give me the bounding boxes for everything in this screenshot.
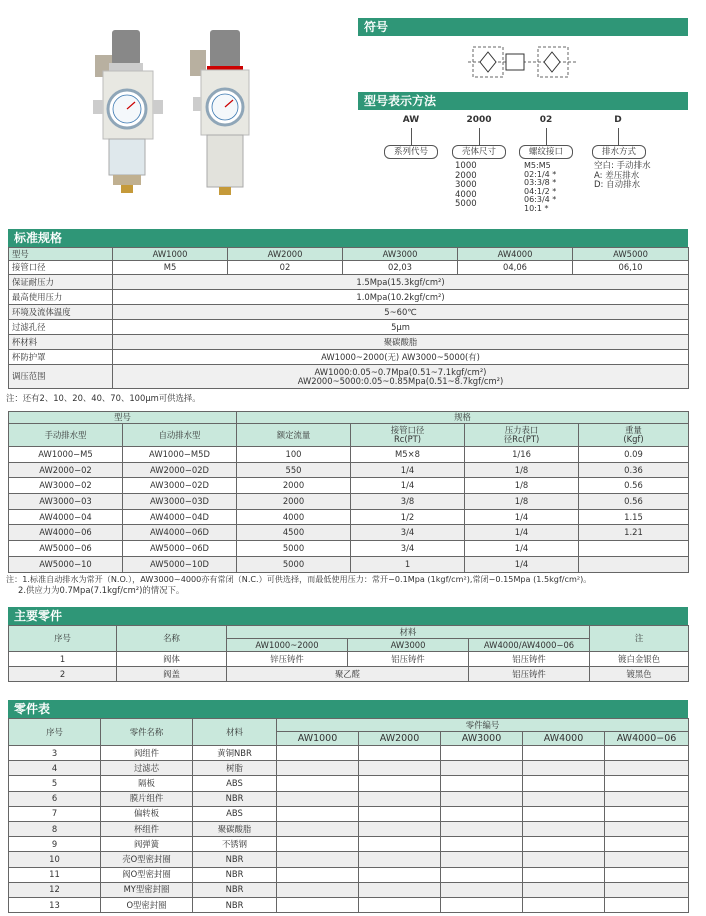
spec-cell: 02,03	[343, 261, 458, 275]
model-label-series: 系列代号	[384, 145, 438, 159]
table-row: 10 壳O型密封圈 NBR	[9, 852, 689, 867]
table-row: AW4000−04 AW4000−04D 4000 1/2 1/4 1.15	[9, 509, 689, 525]
table-row: 5 隔板 ABS	[9, 776, 689, 791]
spec-table	[8, 247, 689, 389]
section-header-model: 型号表示方法	[358, 92, 688, 110]
table-row: 2 阀盖 聚乙醛 铝压铸件 镀黑色	[9, 667, 689, 682]
spec-cell: AW1000~2000(无) AW3000~5000(有)	[113, 350, 689, 365]
spec-cell: 06,10	[573, 261, 689, 275]
spec-label: 最高使用压力	[9, 290, 113, 305]
product-illustration	[85, 25, 275, 200]
spec-label: 过滤孔径	[9, 320, 113, 335]
spec-cell: 1.5Mpa(15.3kgf/cm²)	[113, 275, 689, 290]
table-row: AW2000−02 AW2000−02D 550 1/4 1/8 0.36	[9, 462, 689, 478]
spec-cell: 聚碳酸脂	[113, 335, 689, 350]
spec-cell: 5μm	[113, 320, 689, 335]
spec-cell: 02	[228, 261, 343, 275]
flow-header: 额定流量	[237, 424, 351, 447]
table-row: AW4000−06 AW4000−06D 4500 3/4 1/4 1.21	[9, 525, 689, 541]
spec-note: 注：还有2、10、20、40、70、100μm可供选择。	[6, 393, 201, 403]
section-header-symbol: 符号	[358, 18, 688, 36]
model-note-2: 2.供应力为0.7Mpa(7.1kgf/cm²)的情况下。	[18, 585, 185, 595]
list-header-name: 零件名称	[101, 719, 193, 746]
section-header-parts: 主要零件	[8, 607, 688, 625]
list-header-col: AW3000	[441, 732, 523, 746]
spec-label: 杯材料	[9, 335, 113, 350]
model-label-size: 壳体尺寸	[452, 145, 506, 159]
spec-header-aw3000: AW3000	[343, 248, 458, 261]
model-header: 型号	[9, 412, 237, 424]
model-note-1: 注：1.标准自动排水为常开（N.O.），AW3000~4000亦有常闭（N.C.）可供选择，而最低使用压力：常开−0.1Mpa (1kgf/cm²),常闭−0.15Mpa (1.5kgf/cm²)。	[6, 574, 592, 584]
spec-cell: 5~60℃	[113, 305, 689, 320]
size-values: 1000 2000 3000 4000 5000	[455, 161, 477, 209]
weight-header: 重量 (Kgf)	[579, 424, 689, 447]
model-table	[8, 411, 689, 573]
parts-header-material: 材料	[227, 626, 590, 639]
table-row: 3 阀组件 黄铜NBR	[9, 746, 689, 761]
parts-header-name: 名称	[117, 626, 227, 652]
table-row: 11 阀O型密封圈 NBR	[9, 867, 689, 882]
list-header-material: 材料	[193, 719, 277, 746]
filter-regulator-2	[190, 30, 249, 195]
list-header-col: AW4000−06	[605, 732, 689, 746]
spec-label: 调压范围	[9, 365, 113, 389]
spec-header-aw4000: AW4000	[458, 248, 573, 261]
table-row: AW5000−06 AW5000−06D 5000 3/4 1/4	[9, 541, 689, 557]
list-header-col: AW2000	[359, 732, 441, 746]
connector-line	[546, 128, 547, 146]
spec-header-model: 型号	[9, 248, 113, 261]
table-row: 6 膜片组件 NBR	[9, 791, 689, 806]
spec-label: 接管口径	[9, 261, 113, 275]
drain-values: 空白: 手动排水 A: 差压排水 D: 自动排水	[594, 161, 651, 190]
parts-list-table	[8, 718, 689, 913]
auto-drain-header: 自动排水型	[123, 424, 237, 447]
connector-line	[411, 128, 412, 146]
list-header-col: AW1000	[277, 732, 359, 746]
model-code-port: 02	[539, 115, 553, 125]
parts-table	[8, 625, 689, 682]
table-row: 9 阀弹簧 不锈钢	[9, 837, 689, 852]
spec-label: 环境及流体温度	[9, 305, 113, 320]
connector-line	[479, 128, 480, 146]
list-header-col: AW4000	[523, 732, 605, 746]
parts-header-m3: AW4000/AW4000−06	[469, 639, 590, 652]
table-row: 4 过滤芯 树脂	[9, 761, 689, 776]
table-row: AW3000−02 AW3000−02D 2000 1/4 1/8 0.56	[9, 478, 689, 494]
port-values: M5:M5 02:1/4 * 03:3/8 * 04:1/2 * 06:3/4 * 10:1 *	[524, 161, 557, 213]
gauge-header: 压力表口 径Rc(PT)	[465, 424, 579, 447]
spec-header-aw5000: AW5000	[573, 248, 689, 261]
section-header-list: 零件表	[8, 700, 688, 718]
pneumatic-symbol-icon	[468, 42, 578, 82]
table-row: 12 MY型密封圈 NBR	[9, 882, 689, 897]
spec-header: 规格	[237, 412, 689, 424]
spec-header-aw2000: AW2000	[228, 248, 343, 261]
manual-drain-header: 手动排水型	[9, 424, 123, 447]
spec-cell-regulating: AW1000:0.05~0.7Mpa(0.51~7.1kgf/cm²) AW2000~5000:0.05~0.85Mpa(0.51~8.7kgf/cm²)	[113, 365, 689, 389]
parts-header-note: 注	[590, 626, 689, 652]
table-row: 1 阀体 锌压铸件 铝压铸件 铝压铸件 镀白金银色	[9, 652, 689, 667]
model-label-port: 螺纹接口	[519, 145, 573, 159]
table-row: AW5000−10 AW5000−10D 5000 1 1/4	[9, 556, 689, 572]
table-row: 8 杯组件 聚碳酸脂	[9, 821, 689, 836]
table-row: AW1000−M5 AW1000−M5D 100 M5×8 1/16 0.09	[9, 447, 689, 463]
model-code-size: 2000	[466, 115, 492, 125]
list-header-part-no: 零件编号	[277, 719, 689, 732]
spec-cell: 04,06	[458, 261, 573, 275]
spec-label: 保证耐压力	[9, 275, 113, 290]
connector-line	[618, 128, 619, 146]
parts-header-no: 序号	[9, 626, 117, 652]
spec-cell: 1.0Mpa(10.2kgf/cm²)	[113, 290, 689, 305]
parts-header-m2: AW3000	[348, 639, 469, 652]
model-code-drain: D	[614, 115, 622, 125]
port-header: 接管口径 Rc(PT)	[351, 424, 465, 447]
section-header-spec: 标准规格	[8, 229, 688, 247]
list-header-no: 序号	[9, 719, 101, 746]
filter-regulator-1	[93, 30, 163, 193]
table-row: 7 偏转板 ABS	[9, 806, 689, 821]
model-code-series: AW	[402, 115, 420, 125]
table-row: 13 O型密封圈 NBR	[9, 897, 689, 912]
model-label-drain: 排水方式	[592, 145, 646, 159]
table-row: AW3000−03 AW3000−03D 2000 3/8 1/8 0.56	[9, 494, 689, 510]
spec-cell: M5	[113, 261, 228, 275]
parts-header-m1: AW1000~2000	[227, 639, 348, 652]
spec-label: 杯防护罩	[9, 350, 113, 365]
spec-header-aw1000: AW1000	[113, 248, 228, 261]
